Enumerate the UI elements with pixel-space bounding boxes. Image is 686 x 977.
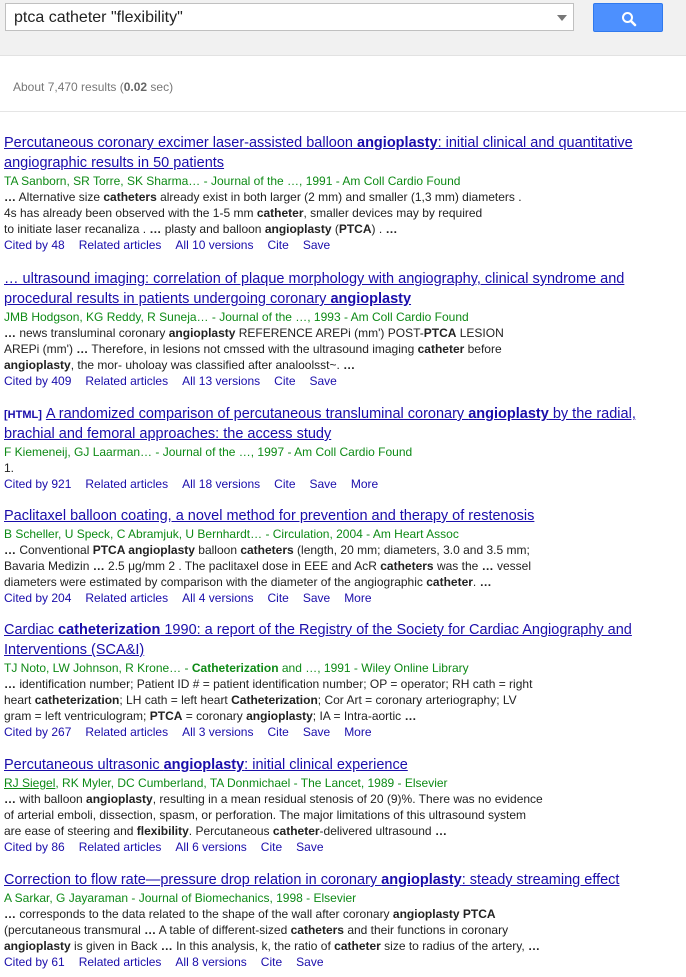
- result-action-save[interactable]: Save: [296, 840, 324, 854]
- search-result: [4, 755, 684, 855]
- result-authors-source: RJ Siegel, RK Myler, DC Cumberland, TA Donmichael - The Lancet, 1989 - Elsevier: [4, 776, 448, 790]
- result-action-cited-by-409[interactable]: Cited by 409: [4, 374, 72, 388]
- search-input[interactable]: [5, 3, 574, 31]
- result-snippet: … Conventional PTCA angioplasty balloon catheters (length, 20 mm; diameters, 3.0 and 3.5 mm; Bavaria Medizin … 2.5 μg/mm 2 . The paclitaxel dose in EEE and AcR catheters was the … vessel diameters were estimated by comparison with the diameter of the angiographic catheter. …: [4, 543, 531, 589]
- result-action-save[interactable]: Save: [296, 955, 324, 969]
- result-title-line: [4, 620, 684, 660]
- results-list: [4, 133, 684, 970]
- result-actions: [4, 237, 684, 253]
- result-stats: About 7,470 results (0.02 sec): [13, 80, 174, 94]
- result-action-more[interactable]: More: [344, 591, 372, 605]
- result-authors-source: JMB Hodgson, KG Reddy, R Suneja… - Journal of the …, 1993 - Am Coll Cardio Found: [4, 310, 469, 324]
- dropdown-arrow-icon[interactable]: [557, 15, 567, 21]
- result-action-all-6-versions[interactable]: All 6 versions: [175, 840, 247, 854]
- result-authors-source: TJ Noto, LW Johnson, R Krone… - Catheterization and …, 1991 - Wiley Online Library: [4, 661, 469, 675]
- result-action-save[interactable]: Save: [302, 238, 331, 252]
- result-action-related-articles[interactable]: Related articles: [85, 374, 169, 388]
- result-action-more[interactable]: More: [350, 477, 379, 491]
- search-result: [4, 620, 684, 740]
- result-actions: [4, 839, 684, 855]
- result-action-save[interactable]: Save: [309, 374, 337, 388]
- result-format-tag: [HTML]: [4, 409, 42, 421]
- result-authors-source: B Scheller, U Speck, C Abramjuk, U Bernhardt… - Circulation, 2004 - Am Heart Assoc: [4, 527, 459, 541]
- result-action-save[interactable]: Save: [302, 591, 331, 605]
- result-snippet: … news transluminal coronary angioplasty REFERENCE AREPi (mm') POST-PTCA LESION AREPi (mm') … Therefore, in lesions not cmssed with the ultrasound imaging catheter before angioplasty, the mor- uholoay was classified after analoolsst~. …: [4, 326, 504, 372]
- result-action-all-4-versions[interactable]: All 4 versions: [182, 591, 254, 605]
- result-title-line: [4, 404, 684, 444]
- result-authors-source: F Kiemeneij, GJ Laarman… - Journal of the …, 1997 - Am Coll Cardio Found: [4, 445, 413, 459]
- result-action-cite[interactable]: Cite: [267, 238, 289, 252]
- result-title-link[interactable]: Correction to flow rate—pressure drop relation in coronary angioplasty: steady streaming effect: [4, 872, 620, 888]
- result-title-line: [4, 755, 684, 775]
- result-action-all-3-versions[interactable]: All 3 versions: [182, 725, 254, 739]
- result-action-more[interactable]: More: [344, 725, 372, 739]
- result-snippet: … with balloon angioplasty, resulting in a mean residual stenosis of 20 (9)%. There was no evidence of arterial emboli, dissection, spasm, or perforation. The major limitations of this ultrasound system are ease of steering and flexibility. Percutaneous catheter-delivered ultrasound …: [4, 792, 543, 838]
- result-title-link[interactable]: … ultrasound imaging: correlation of plaque morphology with angiography, clinical syndrome and procedural results in patients undergoing coronary angioplasty: [4, 271, 625, 307]
- result-action-related-articles[interactable]: Related articles: [78, 955, 162, 969]
- result-title-link[interactable]: Percutaneous ultrasonic angioplasty: initial clinical experience: [4, 757, 408, 773]
- result-action-related-articles[interactable]: Related articles: [85, 477, 169, 491]
- search-result: [4, 133, 684, 253]
- result-action-cited-by-86[interactable]: Cited by 86: [4, 840, 65, 854]
- result-action-cited-by-921[interactable]: Cited by 921: [4, 477, 72, 491]
- result-title-link[interactable]: Percutaneous coronary excimer laser-assisted balloon angioplasty: initial clinical and quantitative angiographic results in 50 patients: [4, 135, 633, 171]
- result-action-cited-by-48[interactable]: Cited by 48: [4, 238, 65, 252]
- result-actions: [4, 590, 684, 606]
- result-actions: [4, 954, 684, 970]
- result-actions: [4, 476, 684, 492]
- result-action-all-8-versions[interactable]: All 8 versions: [175, 955, 247, 969]
- result-action-related-articles[interactable]: Related articles: [78, 238, 162, 252]
- result-actions: [4, 724, 684, 740]
- result-authors-source: TA Sanborn, SR Torre, SK Sharma… - Journal of the …, 1991 - Am Coll Cardio Found: [4, 174, 461, 188]
- result-title-link[interactable]: Paclitaxel balloon coating, a novel method for prevention and therapy of restenosis: [4, 508, 535, 524]
- search-button[interactable]: [593, 3, 663, 32]
- result-action-related-articles[interactable]: Related articles: [85, 591, 169, 605]
- search-result: [4, 404, 684, 492]
- result-actions: [4, 373, 684, 389]
- top-bar: [0, 0, 686, 56]
- search-result: [4, 870, 684, 970]
- result-title-line: [4, 506, 684, 526]
- result-title-line: [4, 870, 684, 890]
- result-action-cite[interactable]: Cite: [260, 840, 283, 854]
- result-action-cite[interactable]: Cite: [274, 374, 296, 388]
- result-action-save[interactable]: Save: [302, 725, 331, 739]
- result-action-cited-by-267[interactable]: Cited by 267: [4, 725, 72, 739]
- result-title-line: [4, 133, 684, 173]
- search-icon: [621, 11, 637, 27]
- divider: [0, 111, 686, 112]
- result-snippet: 1.: [4, 461, 15, 475]
- result-action-all-18-versions[interactable]: All 18 versions: [182, 477, 261, 491]
- result-action-all-10-versions[interactable]: All 10 versions: [175, 238, 254, 252]
- result-snippet: … corresponds to the data related to the shape of the wall after coronary angioplasty PTCA (percutaneous transmural … A table of different-sized catheters and their functions in coronary angioplasty is given in Back … In this analysis, k, the ratio of catheter size to radius of the artery, …: [4, 907, 541, 953]
- result-action-cite[interactable]: Cite: [267, 591, 289, 605]
- result-action-cite[interactable]: Cite: [260, 955, 283, 969]
- result-action-save[interactable]: Save: [309, 477, 337, 491]
- search-result: [4, 269, 684, 389]
- result-title-line: [4, 269, 684, 309]
- search-result: [4, 506, 684, 606]
- result-action-related-articles[interactable]: Related articles: [85, 725, 169, 739]
- search-query-text[interactable]: ptca catheter "flexibility": [14, 9, 183, 26]
- result-action-all-13-versions[interactable]: All 13 versions: [182, 374, 261, 388]
- result-action-cite[interactable]: Cite: [274, 477, 296, 491]
- result-title-link[interactable]: Cardiac catheterization 1990: a report of the Registry of the Society for Cardiac Angiography and Interventions (SCA&I): [4, 622, 632, 658]
- result-snippet: … identification number; Patient ID # = patient identification number; OP = operator; RH cath = right heart catheterization; LH cath = left heart Catheterization; Cor Art = coronary arteriography; LV gram = left ventriculogram; PTCA = coronary angioplasty; IA = Intra-aortic …: [4, 677, 533, 723]
- result-title-link[interactable]: A randomized comparison of percutaneous transluminal coronary angioplasty by the radial, brachial and femoral approaches: the access study: [4, 406, 636, 442]
- result-action-cited-by-61[interactable]: Cited by 61: [4, 955, 65, 969]
- result-action-cited-by-204[interactable]: Cited by 204: [4, 591, 72, 605]
- result-action-related-articles[interactable]: Related articles: [78, 840, 162, 854]
- result-authors-source: A Sarkar, G Jayaraman - Journal of Biomechanics, 1998 - Elsevier: [4, 891, 357, 905]
- result-action-cite[interactable]: Cite: [267, 725, 289, 739]
- result-snippet: … Alternative size catheters already exist in both larger (2 mm) and smaller (1,3 mm) diameters . 4s has already been observed with the 1-5 mm catheter, smaller devices may by required to initiate laser recanaliza . … plasty and balloon angioplasty (PTCA) . …: [4, 190, 522, 236]
